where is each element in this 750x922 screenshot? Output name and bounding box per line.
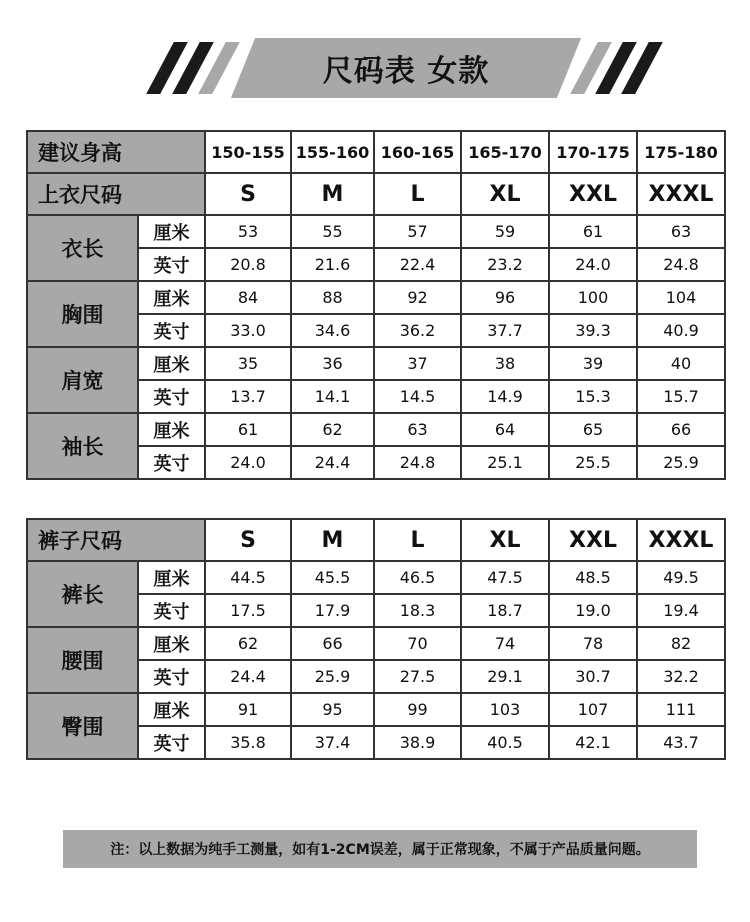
- value-cell-cm: 61: [549, 215, 637, 248]
- value-cell-cm: 70: [374, 627, 461, 660]
- value-cell-inch: 13.7: [205, 380, 291, 413]
- value-cell-cm: 63: [637, 215, 725, 248]
- value-cell-cm: 57: [374, 215, 461, 248]
- measure-name: 胸围: [27, 281, 138, 347]
- value-cell-cm: 44.5: [205, 561, 291, 594]
- value-cell-cm: 46.5: [374, 561, 461, 594]
- value-cell-cm: 88: [291, 281, 374, 314]
- value-cell-cm: 65: [549, 413, 637, 446]
- size-cell: XXXL: [637, 519, 725, 561]
- value-cell-cm: 61: [205, 413, 291, 446]
- value-cell-cm: 53: [205, 215, 291, 248]
- unit-label-inch: 英寸: [138, 726, 205, 759]
- height-label: 建议身高: [27, 131, 205, 173]
- size-label: 上衣尺码: [27, 173, 205, 215]
- height-range-cell: 170-175: [549, 131, 637, 173]
- value-cell-cm: 38: [461, 347, 549, 380]
- value-cell-inch: 25.9: [637, 446, 725, 479]
- unit-label-cm: 厘米: [138, 627, 205, 660]
- measurement-note: 注：以上数据为纯手工测量，如有1-2CM误差，属于正常现象，不属于产品质量问题。: [63, 830, 697, 868]
- value-cell-cm: 92: [374, 281, 461, 314]
- value-cell-inch: 24.4: [205, 660, 291, 693]
- size-cell: S: [205, 173, 291, 215]
- measure-row-cm: [27, 215, 725, 248]
- value-cell-cm: 35: [205, 347, 291, 380]
- size-row: [27, 173, 725, 215]
- unit-label-inch: 英寸: [138, 660, 205, 693]
- size-row: [27, 519, 725, 561]
- value-cell-inch: 34.6: [291, 314, 374, 347]
- height-range-cell: 150-155: [205, 131, 291, 173]
- value-cell-inch: 24.8: [637, 248, 725, 281]
- value-cell-cm: 99: [374, 693, 461, 726]
- measure-name: 腰围: [27, 627, 138, 693]
- value-cell-cm: 66: [291, 627, 374, 660]
- value-cell-inch: 37.7: [461, 314, 549, 347]
- unit-label-cm: 厘米: [138, 413, 205, 446]
- value-cell-inch: 17.9: [291, 594, 374, 627]
- value-cell-cm: 63: [374, 413, 461, 446]
- value-cell-inch: 33.0: [205, 314, 291, 347]
- value-cell-cm: 62: [205, 627, 291, 660]
- size-cell: L: [374, 173, 461, 215]
- size-cell: M: [291, 173, 374, 215]
- top-size-table: [26, 130, 726, 480]
- size-cell: M: [291, 519, 374, 561]
- measure-row-cm: [27, 413, 725, 446]
- measure-name: 裤长: [27, 561, 138, 627]
- value-cell-cm: 103: [461, 693, 549, 726]
- value-cell-inch: 40.5: [461, 726, 549, 759]
- value-cell-inch: 22.4: [374, 248, 461, 281]
- value-cell-inch: 24.8: [374, 446, 461, 479]
- value-cell-inch: 32.2: [637, 660, 725, 693]
- value-cell-inch: 29.1: [461, 660, 549, 693]
- value-cell-cm: 39: [549, 347, 637, 380]
- measure-name: 袖长: [27, 413, 138, 479]
- unit-label-cm: 厘米: [138, 215, 205, 248]
- unit-label-inch: 英寸: [138, 248, 205, 281]
- value-cell-inch: 25.1: [461, 446, 549, 479]
- value-cell-cm: 100: [549, 281, 637, 314]
- value-cell-cm: 95: [291, 693, 374, 726]
- value-cell-inch: 20.8: [205, 248, 291, 281]
- value-cell-cm: 45.5: [291, 561, 374, 594]
- value-cell-inch: 25.5: [549, 446, 637, 479]
- value-cell-cm: 96: [461, 281, 549, 314]
- size-cell: XXXL: [637, 173, 725, 215]
- unit-label-inch: 英寸: [138, 446, 205, 479]
- value-cell-inch: 35.8: [205, 726, 291, 759]
- page-title: 尺码表 女款: [322, 54, 490, 89]
- value-cell-inch: 24.0: [205, 446, 291, 479]
- measure-row-cm: [27, 627, 725, 660]
- value-cell-inch: 42.1: [549, 726, 637, 759]
- size-cell: XXL: [549, 519, 637, 561]
- unit-label-cm: 厘米: [138, 561, 205, 594]
- unit-label-inch: 英寸: [138, 314, 205, 347]
- value-cell-cm: 59: [461, 215, 549, 248]
- unit-label-inch: 英寸: [138, 380, 205, 413]
- value-cell-inch: 38.9: [374, 726, 461, 759]
- value-cell-inch: 25.9: [291, 660, 374, 693]
- value-cell-cm: 78: [549, 627, 637, 660]
- value-cell-inch: 43.7: [637, 726, 725, 759]
- value-cell-cm: 47.5: [461, 561, 549, 594]
- value-cell-inch: 15.3: [549, 380, 637, 413]
- value-cell-cm: 37: [374, 347, 461, 380]
- value-cell-inch: 18.3: [374, 594, 461, 627]
- value-cell-cm: 62: [291, 413, 374, 446]
- value-cell-inch: 39.3: [549, 314, 637, 347]
- value-cell-inch: 27.5: [374, 660, 461, 693]
- value-cell-inch: 15.7: [637, 380, 725, 413]
- unit-label-cm: 厘米: [138, 693, 205, 726]
- size-cell: S: [205, 519, 291, 561]
- value-cell-cm: 66: [637, 413, 725, 446]
- value-cell-inch: 19.0: [549, 594, 637, 627]
- value-cell-cm: 40: [637, 347, 725, 380]
- value-cell-cm: 84: [205, 281, 291, 314]
- height-range-cell: 175-180: [637, 131, 725, 173]
- value-cell-inch: 24.4: [291, 446, 374, 479]
- value-cell-inch: 40.9: [637, 314, 725, 347]
- value-cell-inch: 24.0: [549, 248, 637, 281]
- height-range-cell: 160-165: [374, 131, 461, 173]
- value-cell-cm: 111: [637, 693, 725, 726]
- unit-label-inch: 英寸: [138, 594, 205, 627]
- value-cell-inch: 21.6: [291, 248, 374, 281]
- measure-name: 肩宽: [27, 347, 138, 413]
- size-cell: L: [374, 519, 461, 561]
- measure-row-cm: [27, 561, 725, 594]
- value-cell-cm: 36: [291, 347, 374, 380]
- value-cell-cm: 74: [461, 627, 549, 660]
- measure-row-cm: [27, 281, 725, 314]
- measure-name: 衣长: [27, 215, 138, 281]
- value-cell-inch: 19.4: [637, 594, 725, 627]
- value-cell-cm: 49.5: [637, 561, 725, 594]
- height-range-cell: 155-160: [291, 131, 374, 173]
- value-cell-inch: 36.2: [374, 314, 461, 347]
- value-cell-cm: 107: [549, 693, 637, 726]
- value-cell-cm: 55: [291, 215, 374, 248]
- size-cell: XL: [461, 173, 549, 215]
- value-cell-inch: 17.5: [205, 594, 291, 627]
- value-cell-inch: 14.9: [461, 380, 549, 413]
- measure-row-cm: [27, 347, 725, 380]
- size-label: 裤子尺码: [27, 519, 205, 561]
- value-cell-inch: 23.2: [461, 248, 549, 281]
- value-cell-inch: 14.1: [291, 380, 374, 413]
- measure-name: 臀围: [27, 693, 138, 759]
- value-cell-cm: 104: [637, 281, 725, 314]
- value-cell-cm: 64: [461, 413, 549, 446]
- height-range-cell: 165-170: [461, 131, 549, 173]
- pants-size-table: [26, 518, 726, 760]
- value-cell-cm: 48.5: [549, 561, 637, 594]
- measure-row-cm: [27, 693, 725, 726]
- value-cell-inch: 30.7: [549, 660, 637, 693]
- size-cell: XXL: [549, 173, 637, 215]
- value-cell-inch: 14.5: [374, 380, 461, 413]
- value-cell-inch: 37.4: [291, 726, 374, 759]
- unit-label-cm: 厘米: [138, 347, 205, 380]
- value-cell-cm: 91: [205, 693, 291, 726]
- height-row: [27, 131, 725, 173]
- unit-label-cm: 厘米: [138, 281, 205, 314]
- value-cell-cm: 82: [637, 627, 725, 660]
- size-cell: XL: [461, 519, 549, 561]
- value-cell-inch: 18.7: [461, 594, 549, 627]
